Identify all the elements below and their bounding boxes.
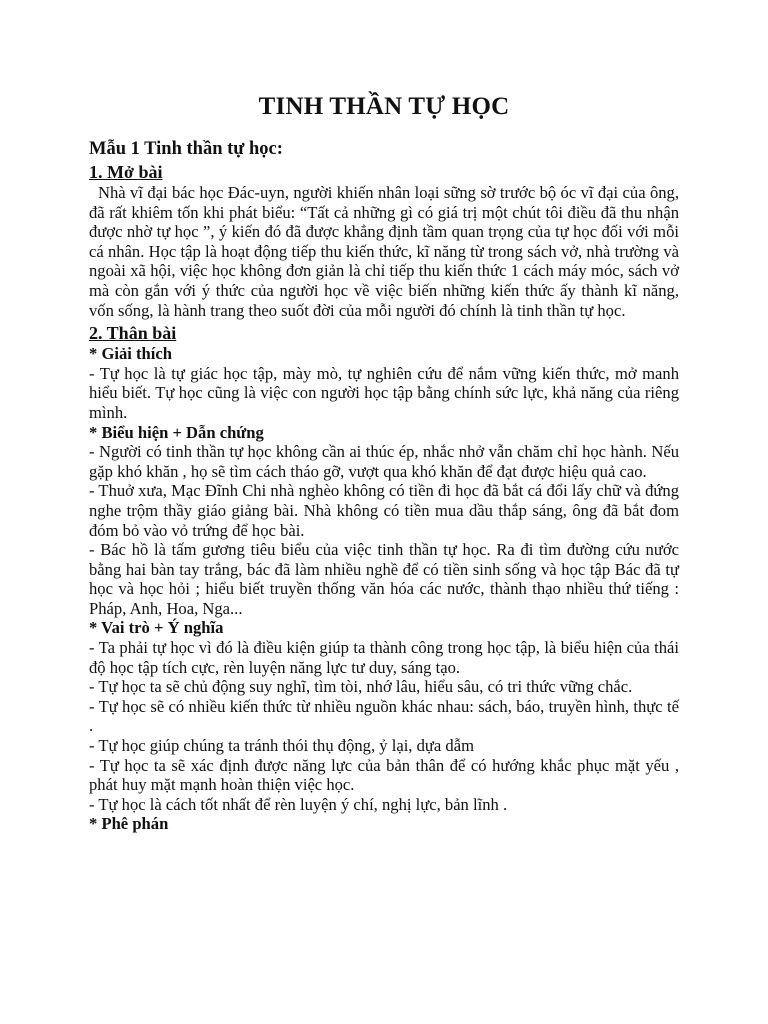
section-heading-mo-bai: 1. Mở bài: [89, 162, 163, 182]
section-heading-than-bai: 2. Thân bài: [89, 323, 177, 344]
document-title: TINH THẦN TỰ HỌC: [258, 93, 510, 120]
intro-paragraph: Nhà vĩ đại bác học Đác-uyn, người khiến nhân loại sững sờ trước bộ óc vĩ đại của ông, đã rất khiêm tốn khi phát biểu: “Tất cả những gì có giá trị một chút tôi điều đã thu nhận được nhờ tự học ”, ý kiến đó đã được khẳng định tầm quan trọng của tự học đối với mỗi cá nhân. Học tập là hoạt động tiếp thu kiến thức, kĩ năng từ trong sách vở, nhà trường và ngoài xã hội, việc học không đơn giản là chỉ tiếp thu kiến thức 1 cách máy móc, sách vở mà còn gắn với ý thức của người học về việc biến những kiến thức ấy thành kĩ năng, vốn sống, là hành trang theo suốt đời của mỗi người đó chính là tinh thần tự học.: [89, 183, 679, 320]
paragraph-line: - Tự học là cách tốt nhất để rèn luyện ý chí, nghị lực, bản lĩnh .: [89, 794, 508, 814]
sample-heading: Mẫu 1 Tinh thần tự học:: [89, 139, 283, 159]
paragraph-line: - Bác hồ là tấm gương tiêu biểu của việc tinh thần tự học. Ra đi tìm đường cứu nước bằng hai bàn tay trắng, bác đã làm nhiều nghề để có tiền sinh sống và học tập Bác đã tự học và học hỏi ; hiểu biết truyền thống văn hóa các nước, thành thạo nhiều thứ tiếng : Pháp, Anh, Hoa, Nga...: [89, 540, 679, 618]
subheading-giai-thich: * Giải thích: [89, 344, 172, 364]
paragraph-line: - Tự học ta sẽ chủ động suy nghĩ, tìm tòi, nhớ lâu, hiểu sâu, có tri thức vững chắc.: [89, 677, 633, 697]
paragraph-line: - Thuở xưa, Mạc Đĩnh Chi nhà nghèo không có tiền đi học đã bắt cá đổi lấy chữ và đứng nghe trộm thầy giáo giảng bài. Nhà không có tiền mua dầu thắp sáng, ông đã bắt đom đóm bỏ vào vỏ trứng để học bài.: [89, 481, 679, 540]
paragraph-line: - Tự học ta sẽ xác định được năng lực của bản thân để có hướng khắc phục mặt yếu , phát huy mặt mạnh hoàn thiện việc học.: [89, 755, 679, 795]
subheading-bieu-hien: * Biểu hiện + Dẫn chứng: [89, 422, 264, 442]
subheading-phe-phan: * Phê phán: [89, 814, 169, 834]
paragraph-line: - Tự học sẽ có nhiều kiến thức từ nhiều nguồn khác nhau: sách, báo, truyền hình, thực tế .: [89, 696, 679, 736]
subheading-vai-tro: * Vai trò + Ý nghĩa: [89, 618, 224, 638]
document-body: [89, 137, 679, 834]
paragraph-line: - Tự học giúp chúng ta tránh thói thụ động, ỷ lại, dựa dẫm: [89, 736, 474, 756]
paragraph-line: - Tự học là tự giác học tập, mày mò, tự nghiên cứu để nắm vững kiến thức, mở manh hiểu biết. Tự học cũng là việc con người học tập bằng chính sức lực, khả năng của riêng mình.: [89, 363, 679, 422]
paragraph-line: - Người có tinh thần tự học không cần ai thúc ép, nhắc nhở vẫn chăm chỉ học hành. Nếu gặp khó khăn , họ sẽ tìm cách tháo gỡ, vượt qua khó khăn để đạt được hiệu quả cao.: [89, 442, 679, 481]
paragraph-line: - Ta phải tự học vì đó là điều kiện giúp ta thành công trong học tập, là biểu hiện của thái độ học tập tích cực, rèn luyện năng lực tư duy, sáng tạo.: [89, 638, 679, 677]
